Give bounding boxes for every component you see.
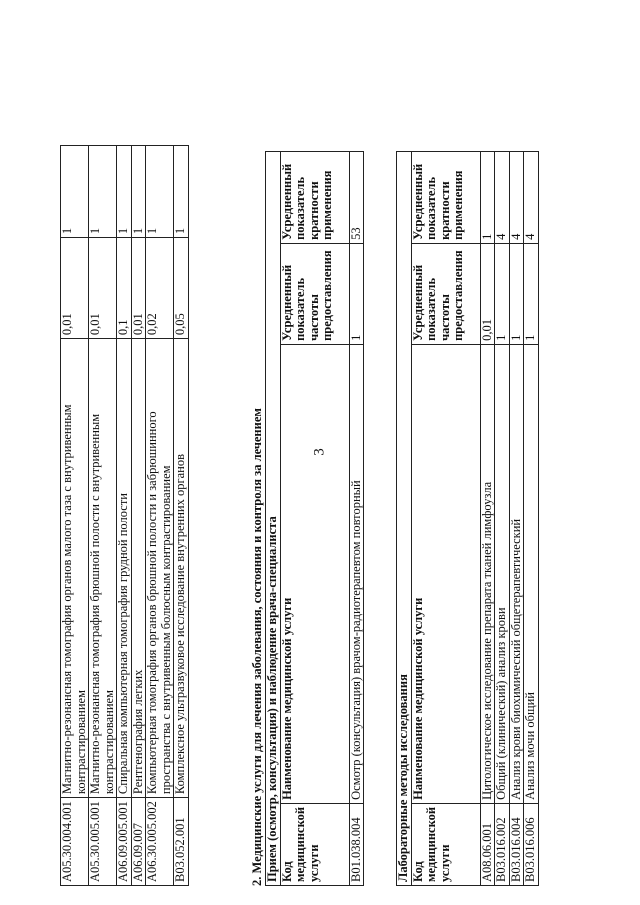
service-name: Компьютерная томография органов брюшной полости и забрюшинного пространства с внутривенным болюсным контрастированием: [146, 339, 174, 798]
table-row: [174, 146, 189, 886]
service-name: Анализ крови биохимический общетерапевтический: [509, 344, 524, 803]
service-multiplicity: 1: [61, 146, 89, 238]
service-frequency: 0,01: [480, 243, 495, 344]
table-row: [480, 151, 495, 885]
service-name: Спиральная компьютерная томография грудной полости: [117, 339, 132, 798]
service-code: B03.016.006: [524, 803, 539, 885]
table-row: [89, 146, 117, 886]
service-name: Общий (клинический) анализ крови: [495, 344, 510, 803]
service-name: Рентгенография легких: [131, 339, 146, 798]
column-header-name: Наименование медицинской услуги: [280, 344, 349, 803]
service-code: B03.016.002: [495, 803, 510, 885]
service-code: A05.30.004.001: [61, 798, 89, 886]
column-header-multiplicity: Усредненный показатель кратности применения: [411, 151, 480, 243]
service-multiplicity: 1: [174, 146, 189, 238]
service-frequency: 1: [349, 243, 364, 344]
column-header-name: Наименование медицинской услуги: [411, 344, 480, 803]
service-code: A08.06.001: [480, 803, 495, 885]
table-row: [146, 146, 174, 886]
service-frequency: 0,02: [146, 238, 174, 339]
table-row: [131, 146, 146, 886]
section-title: 2. Медицинские услуги для лечения заболевания, состояния и контроля за лечением: [250, 408, 264, 886]
service-code: A06.30.005.002: [146, 798, 174, 886]
service-name: Комплексное ультразвуковое исследование внутренних органов: [174, 339, 189, 798]
service-name: Анализ мочи общий: [524, 344, 539, 803]
group-title-row: [397, 151, 412, 885]
service-multiplicity: 1: [131, 146, 146, 238]
service-frequency: 0,01: [61, 238, 89, 339]
service-name: Магнитно-резонансная томография брюшной полости с внутривенным контрастированием: [89, 339, 117, 798]
service-multiplicity: 4: [495, 151, 510, 243]
service-multiplicity: 4: [509, 151, 524, 243]
service-multiplicity: 1: [117, 146, 132, 238]
group-title-row: [266, 151, 281, 885]
page-number: 3: [311, 448, 328, 456]
table-row: [524, 151, 539, 885]
table-row: [495, 151, 510, 885]
services-table-consultations: [265, 151, 364, 886]
service-multiplicity: 1: [89, 146, 117, 238]
service-name: Цитологическое исследование препарата тканей лимфоузла: [480, 344, 495, 803]
group-title: Лабораторные методы исследования: [397, 151, 412, 885]
services-table-diagnostics: [60, 145, 189, 886]
column-header-code: Код медицинской услуги: [280, 803, 349, 885]
services-table-lab: [396, 151, 539, 886]
service-multiplicity: 1: [146, 146, 174, 238]
table-row: [509, 151, 524, 885]
group-title: Прием (осмотр, консультация) и наблюдение врача-специалиста: [266, 151, 281, 885]
service-multiplicity: 4: [524, 151, 539, 243]
service-frequency: 0,01: [131, 238, 146, 339]
service-frequency: 0,1: [117, 238, 132, 339]
service-frequency: 1: [509, 243, 524, 344]
service-code: B03.016.004: [509, 803, 524, 885]
service-code: A06.09.007: [131, 798, 146, 886]
service-multiplicity: 53: [349, 151, 364, 243]
column-header-multiplicity: Усредненный показатель кратности применения: [280, 151, 349, 243]
service-multiplicity: 1: [480, 151, 495, 243]
service-frequency: 1: [495, 243, 510, 344]
service-frequency: 0,05: [174, 238, 189, 339]
column-header-frequency: Усредненный показатель частоты предоставления: [411, 243, 480, 344]
column-header-code: Код медицинской услуги: [411, 803, 480, 885]
service-frequency: 0,01: [89, 238, 117, 339]
service-code: A06.09.005.001: [117, 798, 132, 886]
table-row: [349, 151, 364, 885]
table-header-row: [280, 151, 349, 885]
service-name: Магнитно-резонансная томография органов малого таза с внутривенным контрастированием: [61, 339, 89, 798]
service-code: B01.038.004: [349, 803, 364, 885]
document-page: [60, 18, 580, 886]
table-header-row: [411, 151, 480, 885]
service-code: B03.052.001: [174, 798, 189, 886]
column-header-frequency: Усредненный показатель частоты предоставления: [280, 243, 349, 344]
service-name: Осмотр (консультация) врачом-радиотерапевтом повторный: [349, 344, 364, 803]
table-row: [61, 146, 89, 886]
service-code: A05.30.005.001: [89, 798, 117, 886]
table-row: [117, 146, 132, 886]
service-frequency: 1: [524, 243, 539, 344]
